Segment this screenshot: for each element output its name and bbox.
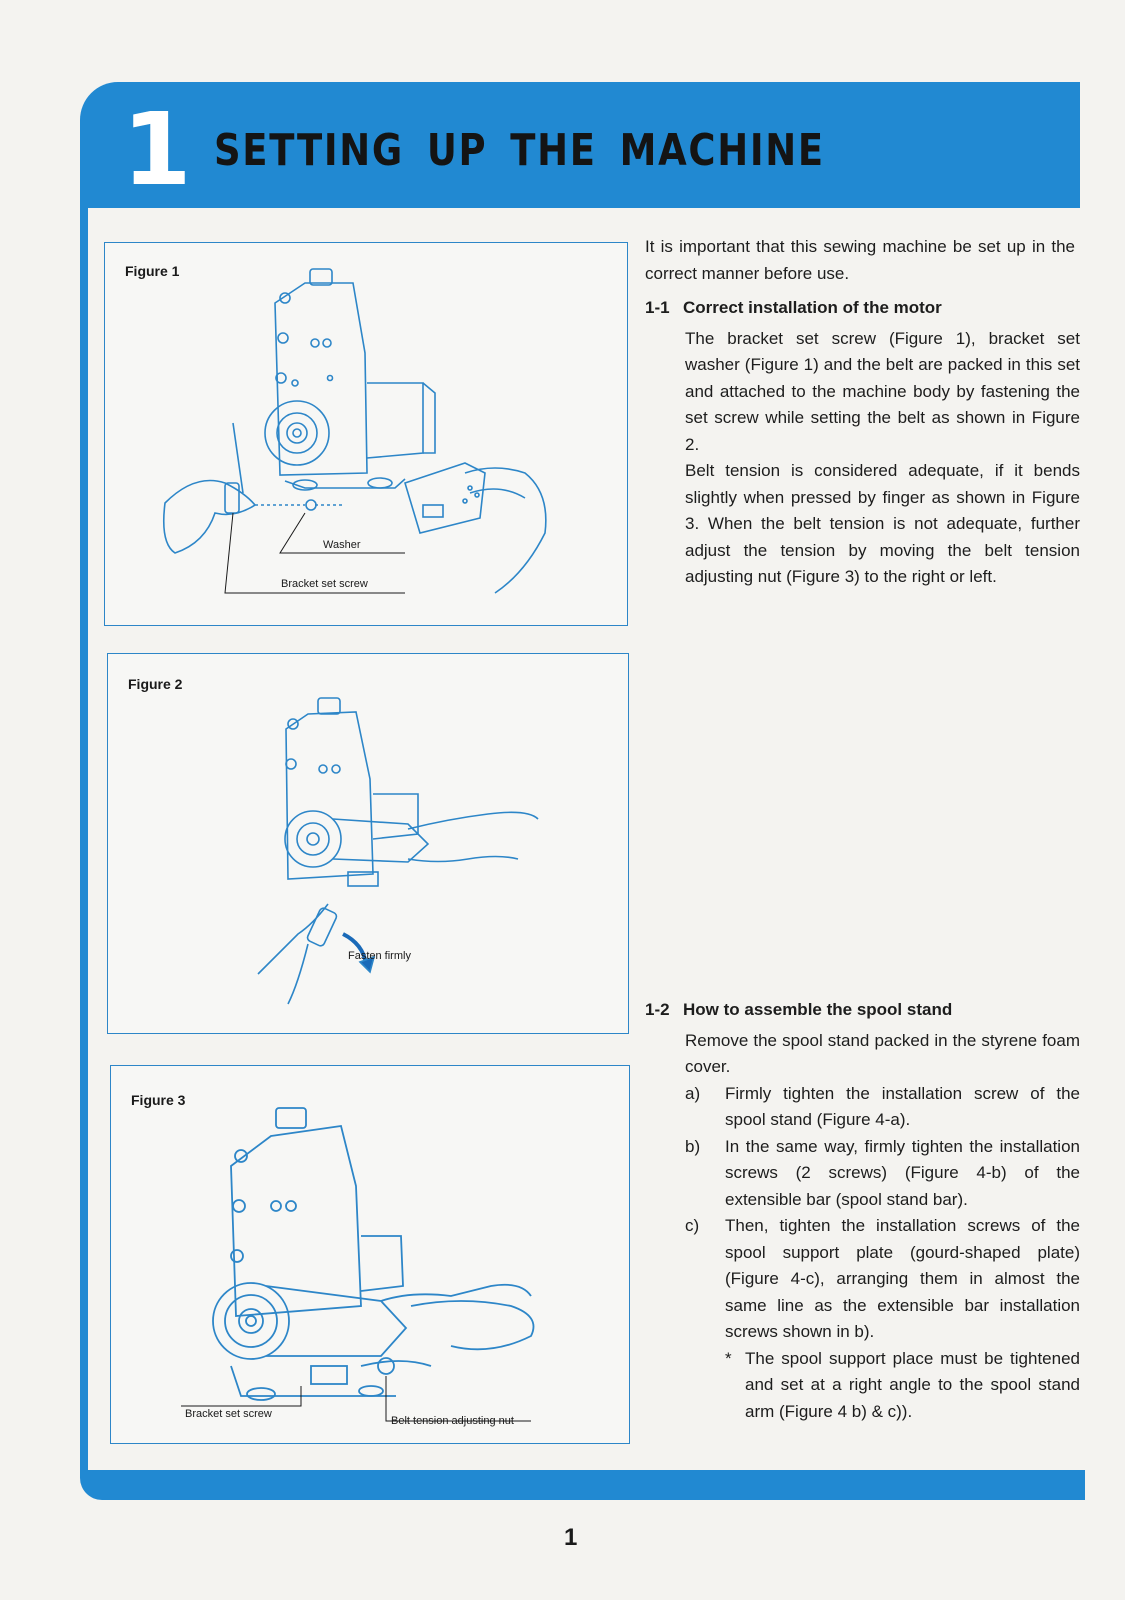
section-1-1-heading xyxy=(645,295,1080,322)
page-number: 1 xyxy=(564,1524,578,1551)
section-1-1-paragraph-2: Belt tension is considered adequate, if it bends slightly when pressed by finger as shown in Figure 3. When the belt tension is not adequate, further adjust the tension by moving the belt tension adjusting nut (Figure 3) to the right or left. xyxy=(685,461,1080,586)
list-item-text: In the same way, firmly tighten the installation screws (2 screws) (Figure 4-b) of the extensible bar (spool stand bar). xyxy=(725,1136,1080,1209)
note-text: The spool support place must be tightened and set at a right angle to the spool stand arm (Figure 4 b) & c)). xyxy=(745,1348,1080,1421)
callout-bracket-set-screw: Bracket set screw xyxy=(281,578,368,590)
list-item-text: Then, tighten the installation screws of the spool support plate (gourd-shaped plate) (Figure 4-c), arranging them in almost the same line as the extensible bar installation screws shown in b). xyxy=(725,1216,1080,1341)
intro-paragraph: It is important that this sewing machine be set up in the correct manner before use. xyxy=(645,237,1075,283)
intro-column xyxy=(645,234,1080,591)
section-1-1-number: 1-1 xyxy=(645,298,670,317)
chapter-number: 1 xyxy=(122,91,192,208)
section-1-2-number: 1-2 xyxy=(645,1000,670,1019)
section-1-2-intro: Remove the spool stand packed in the styrene foam cover. xyxy=(685,1030,1080,1076)
footer-band xyxy=(80,1470,1085,1500)
figure-3-label: Figure 3 xyxy=(131,1092,186,1108)
figure-1-label: Figure 1 xyxy=(125,263,180,279)
list-item-mark: b) xyxy=(685,1136,701,1156)
section-1-2-title: How to assemble the spool stand xyxy=(683,1000,953,1019)
list-item-mark: a) xyxy=(685,1083,701,1103)
callout-fasten-firmly: Fasten firmly xyxy=(348,950,411,962)
figure-2 xyxy=(107,653,629,1034)
figure-2-label: Figure 2 xyxy=(128,676,183,692)
section-1-1-title: Correct installation of the motor xyxy=(683,298,942,317)
callout-bracket-set-screw-fig3: Bracket set screw xyxy=(185,1408,272,1420)
chapter-title: SETTING UP THE MACHINE xyxy=(214,125,825,176)
figure-2-illustration xyxy=(108,654,630,1035)
callout-belt-tension-adjusting-nut: Belt tension adjusting nut xyxy=(391,1415,514,1427)
list-item-mark: c) xyxy=(685,1216,700,1235)
figure-3-illustration xyxy=(111,1066,631,1445)
section-1-2 xyxy=(645,997,1080,1425)
section-1-1-paragraph-1: The bracket set screw (Figure 1), bracket set washer (Figure 1) and the belt are packed in this set and attached to the machine body by fastening the set screw while setting the belt as shown in Figure 2. xyxy=(685,328,1080,454)
list-item-text: Firmly tighten the installation screw of the spool stand (Figure 4-a). xyxy=(725,1083,1080,1129)
figure-1 xyxy=(104,242,628,626)
list-item xyxy=(685,1213,1080,1346)
note-mark: * xyxy=(725,1348,732,1368)
callout-washer: Washer xyxy=(323,539,361,551)
figure-1-illustration xyxy=(105,243,629,627)
side-accent-strip xyxy=(80,208,88,1478)
figure-3 xyxy=(110,1065,630,1444)
section-1-2-heading xyxy=(645,997,1080,1024)
note xyxy=(685,1346,1080,1426)
list-item xyxy=(685,1134,1080,1214)
list-item xyxy=(685,1081,1080,1134)
section-1-2-list xyxy=(645,1081,1080,1426)
